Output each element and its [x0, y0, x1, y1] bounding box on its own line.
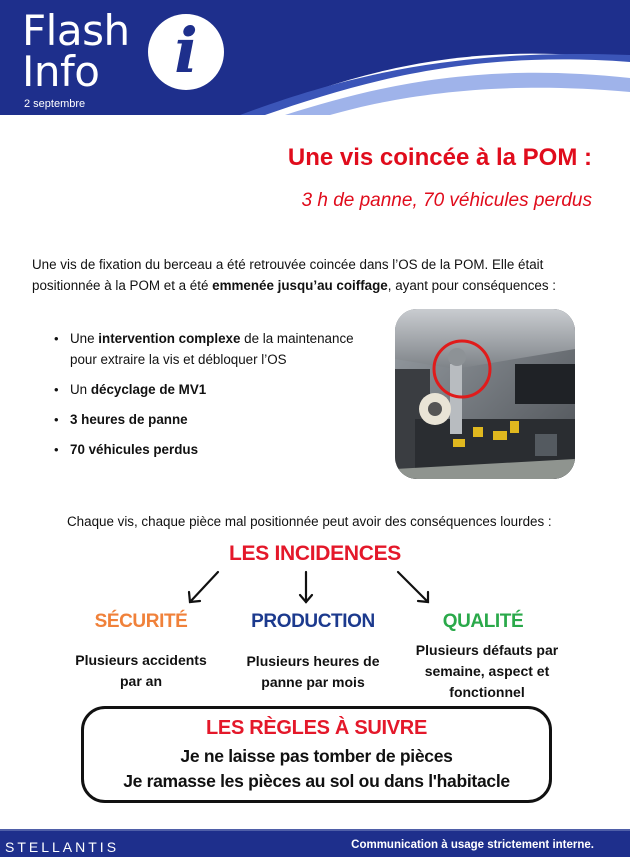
bullet-prefix: Une — [70, 331, 99, 346]
page-title: Une vis coincée à la POM : — [287, 144, 592, 171]
rule-1: Je ne laisse pas tomber de pièces — [180, 746, 453, 766]
arrow-right-icon — [398, 572, 428, 602]
footer-note: Communication à usage strictement interne. — [351, 839, 594, 851]
consequence-list — [52, 328, 382, 469]
category-production-description — [232, 651, 394, 693]
desc-line: Plusieurs accidents — [75, 652, 207, 668]
header-banner — [0, 0, 630, 115]
category-securite: SÉCURITÉ — [94, 611, 188, 632]
category-production: PRODUCTION — [251, 611, 375, 632]
rules-title: LES RÈGLES À SUIVRE — [205, 717, 427, 739]
flash-title-line1: Flash — [22, 6, 130, 55]
bullet-bold: intervention complexe — [98, 331, 241, 346]
bullet-bold: 3 heures de panne — [70, 412, 188, 427]
page-subtitle: 3 h de panne, 70 véhicules perdus — [301, 190, 592, 211]
incidences-title: LES INCIDENCES — [229, 542, 401, 565]
flash-info-title — [22, 6, 130, 96]
arrow-down-icon — [300, 572, 312, 602]
list-item — [52, 439, 382, 460]
desc-line: Plusieurs heures de — [246, 653, 380, 669]
footer-divider — [0, 829, 630, 831]
machine-photo — [395, 309, 575, 479]
machine-illustration — [395, 309, 575, 479]
intro-paragraph — [32, 254, 607, 296]
category-qualite: QUALITÉ — [442, 611, 524, 632]
info-glyph: i — [174, 14, 198, 87]
rules-box — [81, 706, 552, 803]
desc-line: panne par mois — [261, 674, 365, 690]
intro-text-bold: emmenée jusqu’au coiffage — [212, 278, 388, 293]
bullet-prefix: Un — [70, 382, 91, 397]
desc-line: semaine, aspect et — [424, 663, 550, 679]
bullet-bold: 70 véhicules perdus — [70, 442, 199, 457]
list-item — [52, 328, 382, 370]
list-item — [52, 379, 382, 400]
warning-statement: Chaque vis, chaque pièce mal positionnée peut avoir des conséquences lourdes : — [67, 514, 552, 529]
intro-text-2: , ayant pour conséquences : — [387, 278, 557, 293]
category-securite-description — [62, 650, 220, 692]
intro-text-1: Une vis de fixation du berceau a été retrouvée coincée dans l’OS de la POM. Elle était positionnée à la POM et a été — [32, 257, 544, 293]
incidence-arrows — [0, 568, 630, 608]
list-item — [52, 409, 382, 430]
issue-date: 2 septembre — [24, 98, 86, 110]
brand-logo: STELLANTIS — [5, 839, 120, 855]
bullet-bold: décyclage de MV1 — [90, 382, 207, 397]
info-icon — [148, 14, 224, 90]
desc-line: Plusieurs défauts par — [415, 642, 559, 658]
desc-line: par an — [119, 673, 162, 689]
desc-line: fonctionnel — [449, 684, 525, 700]
arrow-left-icon — [189, 572, 218, 602]
rule-2: Je ramasse les pièces au sol ou dans l'habitacle — [123, 771, 510, 791]
flash-title-line2: Info — [22, 47, 100, 96]
footer-bar — [0, 829, 630, 857]
category-qualite-description — [404, 640, 570, 703]
bullet-suffix: de la maintenance pour extraire la vis et débloquer l’OS — [70, 331, 354, 367]
